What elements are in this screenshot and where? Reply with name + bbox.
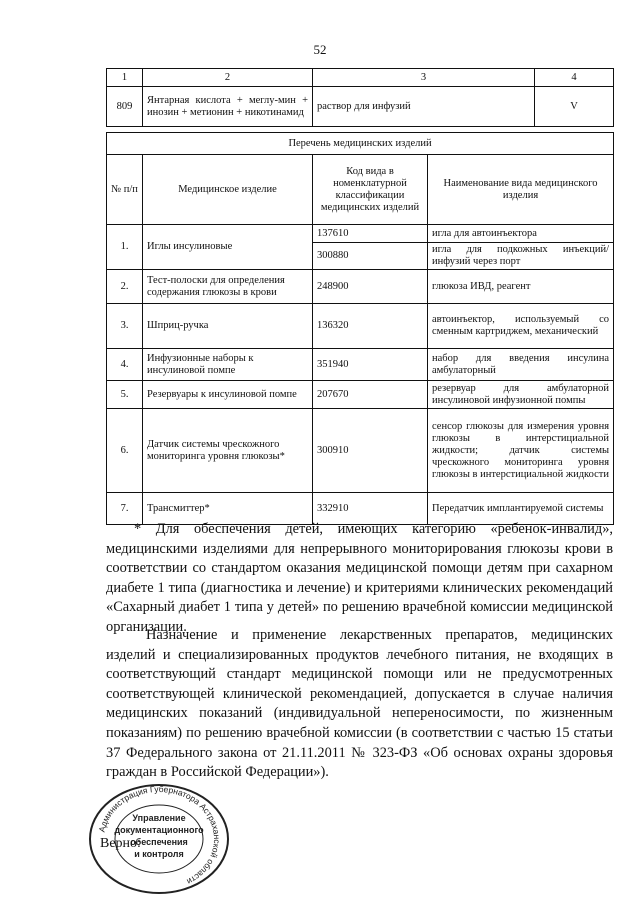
- device-kind: автоинъектор, используемый со сменным картриджем, механический: [428, 304, 614, 349]
- medical-devices-table: [106, 132, 614, 525]
- svg-text:документационного: документационного: [114, 825, 204, 835]
- table-row: [107, 225, 614, 243]
- col-number-3: 3: [313, 69, 535, 87]
- table-row: [107, 270, 614, 304]
- svg-text:и контроля: и контроля: [134, 849, 184, 859]
- device-name: Трансмиттер*: [143, 493, 313, 525]
- svg-text:Управление: Управление: [132, 813, 186, 823]
- header-num: № п/п: [107, 155, 143, 225]
- column-number-row: [107, 69, 614, 87]
- footnote-paragraph: * Для обеспечения детей, имеющих категорию «ребенок-инвалид», медицинскими изделиями для непрерывного мониторирования глюкозы крови в соответствии со стандартом оказания медицинской помощи детям при сахарном диабете 1 типа (диагностика и лечение) и критериями клинических рекомендаций «Сахарный диабет 1 типа у детей» по решению врачебной комиссии медицинской организации.: [106, 521, 613, 635]
- device-name: Тест-полоски для определения содержания глюкозы в крови: [143, 270, 313, 304]
- row-number: 809: [107, 87, 143, 127]
- body-paragraph: Назначение и применение лекарственных препаратов, медицинских изделий и специализированных продуктов лечебного питания, не входящих в соответствующий стандарт медицинской помощи или не предусмотренных соответствующей клинической рекомендацией, допускается в случае наличия медицинских показаний (индивидуальной непереносимости, по жизненным показаниям) по решению врачебной комиссии (в соответствии с частью 15 статьи 37 Федерального закона от 21.11.2011 № 323-ФЗ «Об основах охраны здоровья граждан в Российской Федерации»).: [106, 627, 613, 781]
- device-kind: Передатчик имплантируемой системы: [428, 493, 614, 525]
- header-name: Наименование вида медицинского изделия: [428, 155, 614, 225]
- table-row: [107, 349, 614, 381]
- header-code: Код вида в номенклатурной классификации медицинских изделий: [313, 155, 428, 225]
- table-row: [107, 87, 614, 127]
- device-code: 137610: [313, 225, 428, 243]
- col-number-1: 1: [107, 69, 143, 87]
- device-kind: резервуар для амбулаторной инсулиновой инфузионной помпы: [428, 381, 614, 409]
- drugs-table-fragment: [106, 68, 614, 127]
- table-row: [107, 304, 614, 349]
- device-name: Датчик системы чрескожного мониторинга уровня глюкозы*: [143, 409, 313, 493]
- table-row: [107, 409, 614, 493]
- device-kind: набор для введения инсулина амбулаторный: [428, 349, 614, 381]
- device-name: Иглы инсулиновые: [143, 225, 313, 270]
- device-name: Инфузионные наборы к инсулиновой помпе: [143, 349, 313, 381]
- device-name: Шприц-ручка: [143, 304, 313, 349]
- dosage-form: раствор для инфузий: [313, 87, 535, 127]
- header-device: Медицинское изделие: [143, 155, 313, 225]
- device-code: 300880: [313, 243, 428, 270]
- device-kind: глюкоза ИВД, реагент: [428, 270, 614, 304]
- row-number: 2.: [107, 270, 143, 304]
- row-number: 1.: [107, 225, 143, 270]
- device-kind: сенсор глюкозы для измерения уровня глюкозы в интерстициальной жидкости; датчик системы чрескожного мониторинга уровня глюкозы в интерстициальной жидкости: [428, 409, 614, 493]
- row-number: 3.: [107, 304, 143, 349]
- col-number-4: 4: [535, 69, 614, 87]
- row-number: 6.: [107, 409, 143, 493]
- device-kind: игла для автоинъектора: [428, 225, 614, 243]
- device-code: 207670: [313, 381, 428, 409]
- substance-name: Янтарная кислота + меглу-мин + инозин + метионин + никотинамид: [143, 87, 313, 127]
- svg-text:Администрация Губернатора Астр: Администрация Губернатора Астраханской области: [96, 783, 223, 887]
- svg-text:обеспечения: обеспечения: [130, 837, 188, 847]
- device-code: 136320: [313, 304, 428, 349]
- row-number: 4.: [107, 349, 143, 381]
- col-number-2: 2: [143, 69, 313, 87]
- device-kind: игла для подкожных инъекций/инфузий через порт: [428, 243, 614, 270]
- devices-table-title: Перечень медицинских изделий: [107, 133, 614, 155]
- device-code: 351940: [313, 349, 428, 381]
- devices-header-row: [107, 155, 614, 225]
- device-name: Резервуары к инсулиновой помпе: [143, 381, 313, 409]
- mark: V: [535, 87, 614, 127]
- row-number: 7.: [107, 493, 143, 525]
- certification-note: Верно:: [100, 836, 141, 851]
- page-number: 52: [313, 42, 327, 57]
- device-code: 248900: [313, 270, 428, 304]
- table-row: [107, 381, 614, 409]
- device-code: 300910: [313, 409, 428, 493]
- row-number: 5.: [107, 381, 143, 409]
- device-code: 332910: [313, 493, 428, 525]
